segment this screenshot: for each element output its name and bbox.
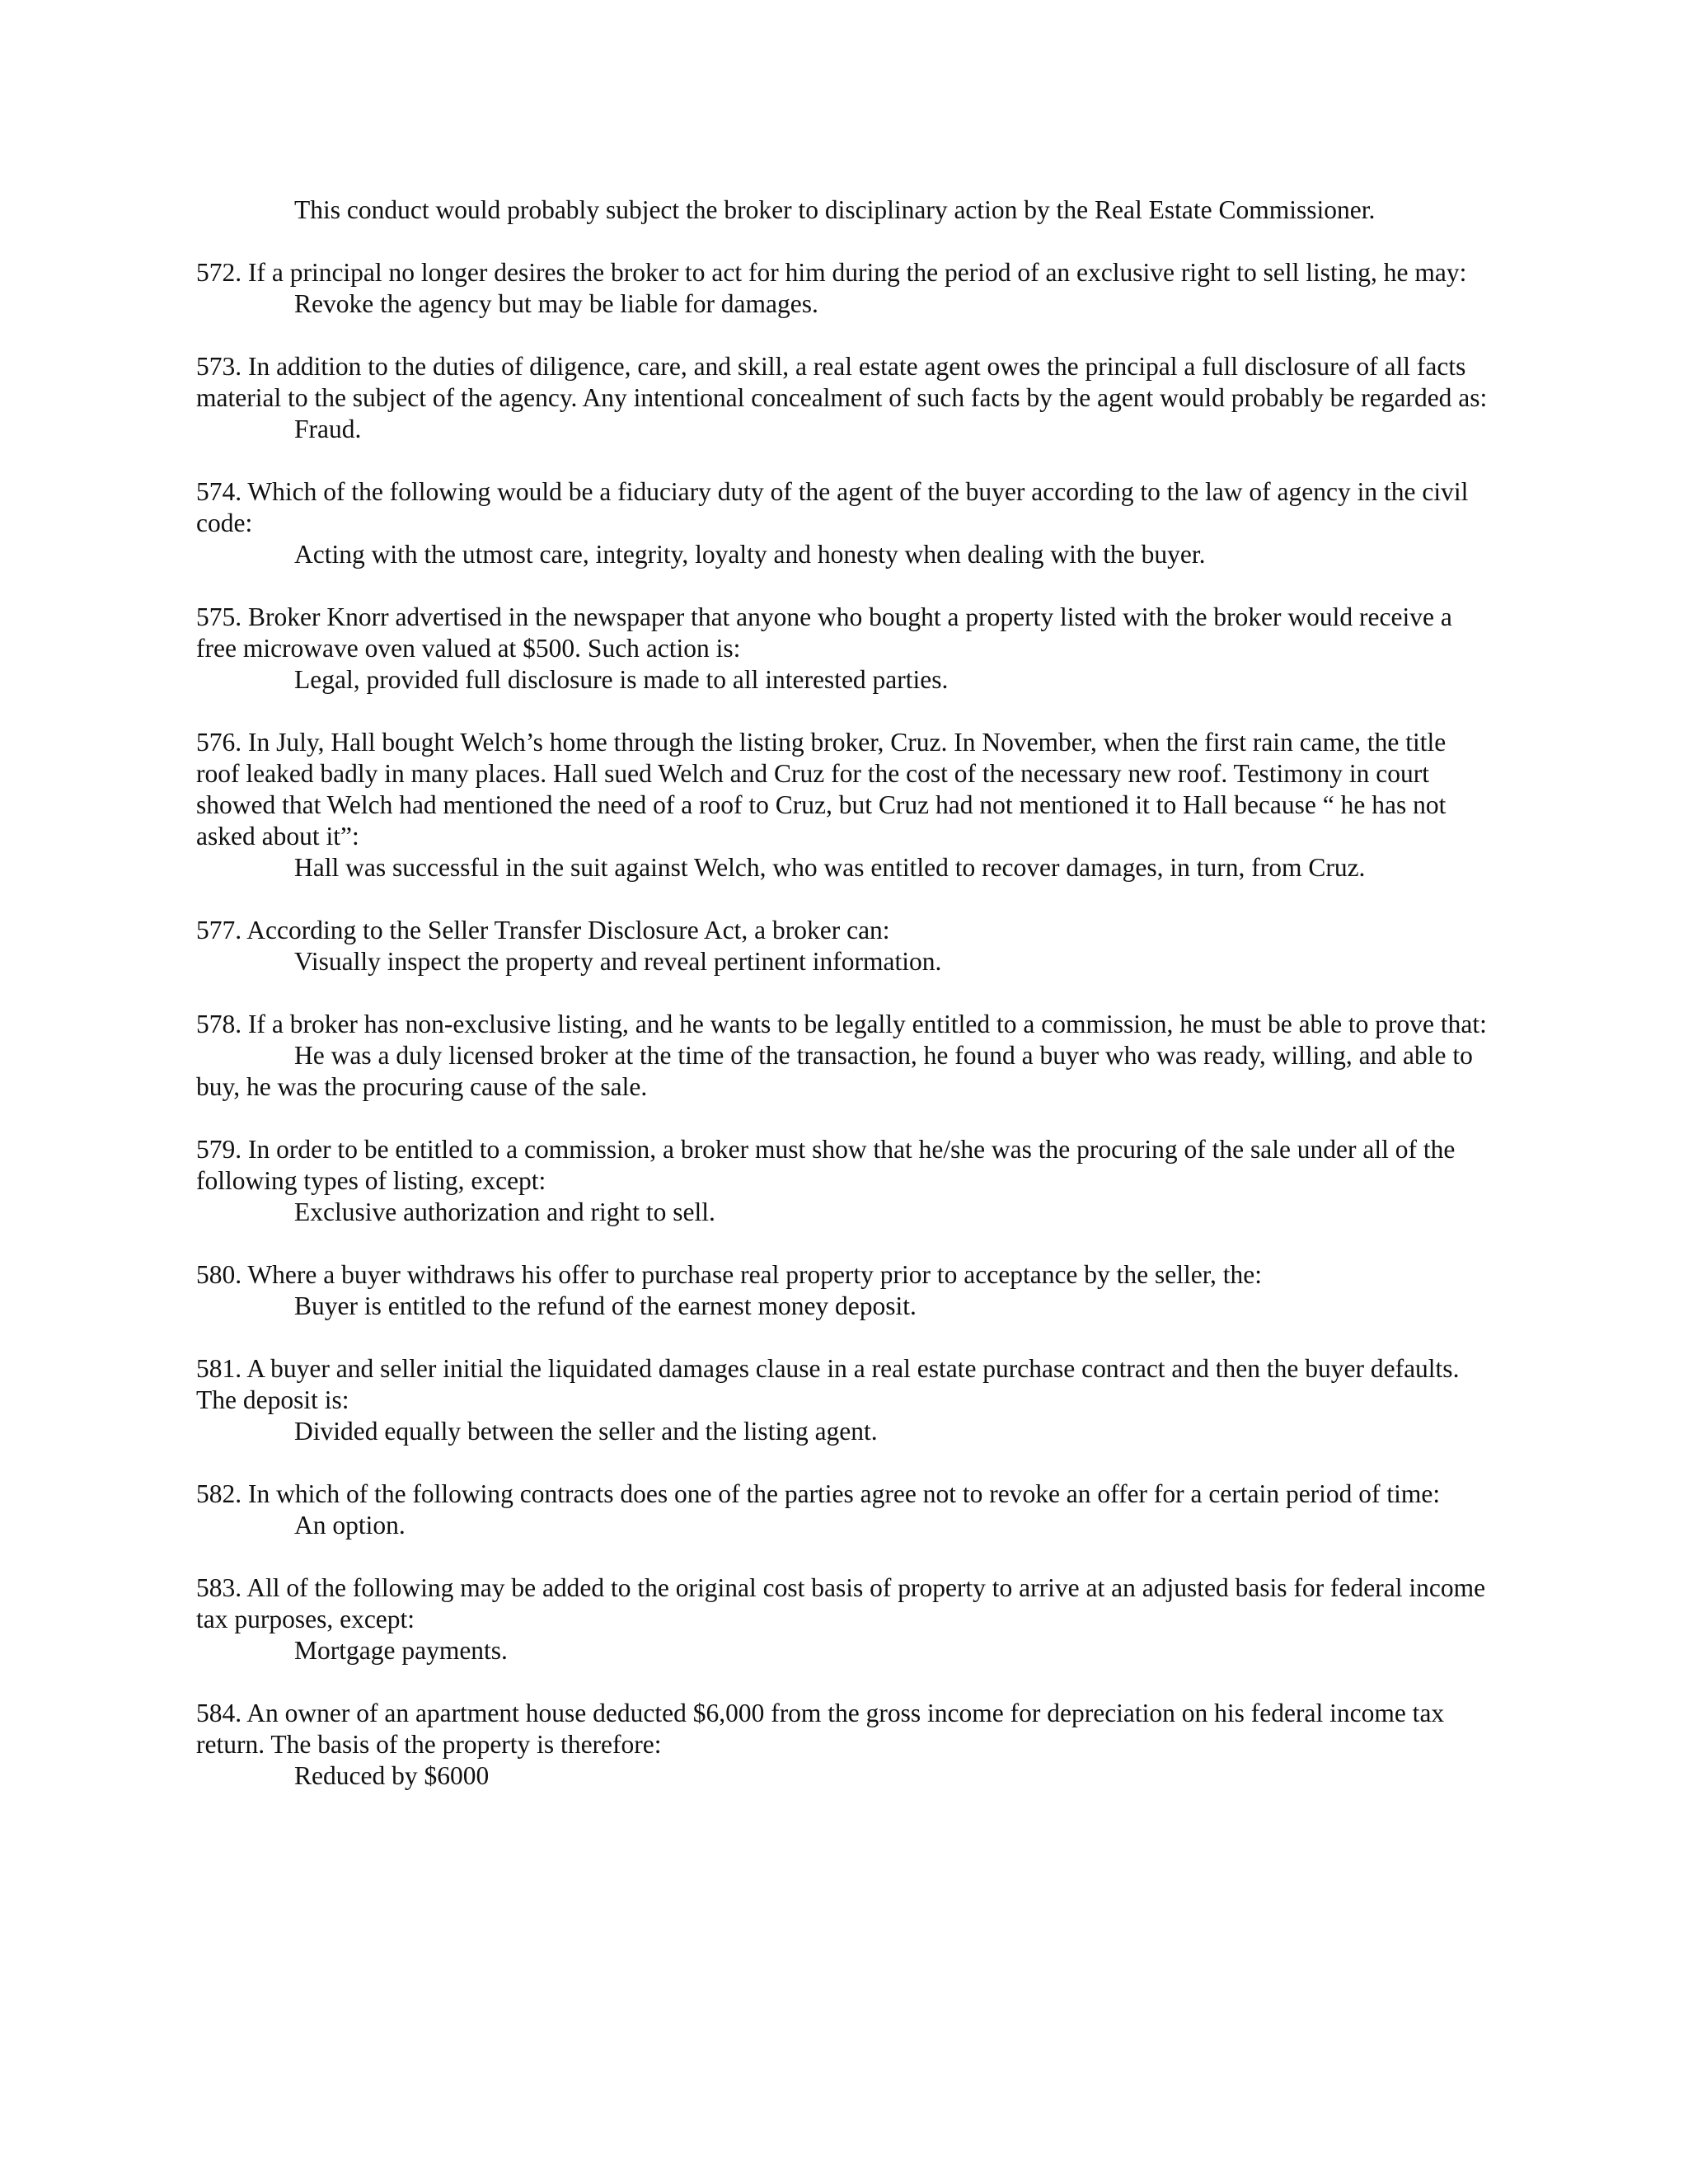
- question-block: [196, 602, 1492, 696]
- document-page: [196, 194, 1492, 1823]
- question-text: 579. In order to be entitled to a commission, a broker must show that he/she was the procuring of the sale under all of the following types of listing, except:: [196, 1135, 1456, 1195]
- question-block: [196, 257, 1492, 320]
- answer-text: Mortgage payments.: [294, 1636, 508, 1665]
- answer-text: An option.: [294, 1511, 406, 1540]
- question-block: [196, 1009, 1492, 1103]
- question-text: 574. Which of the following would be a fiduciary duty of the agent of the buyer according to the law of agency in the civil code:: [196, 477, 1469, 537]
- question-block: [196, 351, 1492, 445]
- answer-text: Fraud.: [294, 415, 362, 443]
- answer-text: Exclusive authorization and right to sell.: [294, 1197, 715, 1226]
- question-block: [196, 727, 1492, 883]
- question-text: 572. If a principal no longer desires the broker to act for him during the period of an exclusive right to sell listing, he may:: [196, 258, 1467, 287]
- question-block: [196, 476, 1492, 570]
- question-text: 582. In which of the following contracts does one of the parties agree not to revoke an offer for a certain period of time:: [196, 1479, 1441, 1508]
- answer-text: Revoke the agency but may be liable for damages.: [294, 289, 818, 318]
- question-block: [196, 1698, 1492, 1792]
- question-text: 573. In addition to the duties of diligence, care, and skill, a real estate agent owes the principal a full disclosure of all facts material to the subject of the agency. Any intentional concealment of such facts by the agent would probably be regarded as:: [196, 352, 1488, 412]
- question-text: 578. If a broker has non-exclusive listing, and he wants to be legally entitled to a commission, he must be able to prove that:: [196, 1010, 1487, 1038]
- answer-text: Buyer is entitled to the refund of the earnest money deposit.: [294, 1291, 917, 1320]
- answer-text: Hall was successful in the suit against Welch, who was entitled to recover damages, in turn, from Cruz.: [294, 853, 1366, 882]
- answer-text: Legal, provided full disclosure is made to all interested parties.: [294, 665, 949, 694]
- intro-answer: This conduct would probably subject the broker to disciplinary action by the Real Estate Commissioner.: [294, 195, 1376, 224]
- question-block: [196, 915, 1492, 977]
- question-text: 584. An owner of an apartment house deducted $6,000 from the gross income for depreciation on his federal income tax return. The basis of the property is therefore:: [196, 1699, 1445, 1759]
- question-block: [196, 1259, 1492, 1322]
- question-block: [196, 1353, 1492, 1447]
- question-text: 577. According to the Seller Transfer Disclosure Act, a broker can:: [196, 916, 890, 944]
- question-text: 583. All of the following may be added to the original cost basis of property to arrive at an adjusted basis for federal income tax purposes, except:: [196, 1573, 1486, 1633]
- answer-text: Divided equally between the seller and the listing agent.: [294, 1417, 878, 1446]
- answer-text: Reduced by $6000: [294, 1761, 490, 1790]
- answer-text: Visually inspect the property and reveal pertinent information.: [294, 947, 942, 976]
- question-text: 575. Broker Knorr advertised in the newspaper that anyone who bought a property listed with the broker would receive a free microwave oven valued at $500. Such action is:: [196, 602, 1452, 663]
- question-text: 576. In July, Hall bought Welch’s home through the listing broker, Cruz. In November, when the first rain came, the title roof leaked badly in many places. Hall sued Welch and Cruz for the cost of the necessary new roof. Testimony in court showed that Welch had mentioned the need of a roof to Cruz, but Cruz had not mentioned it to Hall because “ he has not asked about it”:: [196, 728, 1447, 851]
- question-text: 581. A buyer and seller initial the liquidated damages clause in a real estate purchase contract and then the buyer defaults. The deposit is:: [196, 1354, 1460, 1414]
- question-text: 580. Where a buyer withdraws his offer to purchase real property prior to acceptance by the seller, the:: [196, 1260, 1262, 1289]
- answer-text: Acting with the utmost care, integrity, loyalty and honesty when dealing with the buyer.: [294, 540, 1206, 569]
- question-list: [196, 257, 1492, 1792]
- question-block: [196, 1134, 1492, 1228]
- question-block: [196, 1572, 1492, 1666]
- question-block: [196, 1479, 1492, 1541]
- answer-text: He was a duly licensed broker at the time of the transaction, he found a buyer who was ready, willing, and able to buy, he was the procuring cause of the sale.: [196, 1041, 1473, 1101]
